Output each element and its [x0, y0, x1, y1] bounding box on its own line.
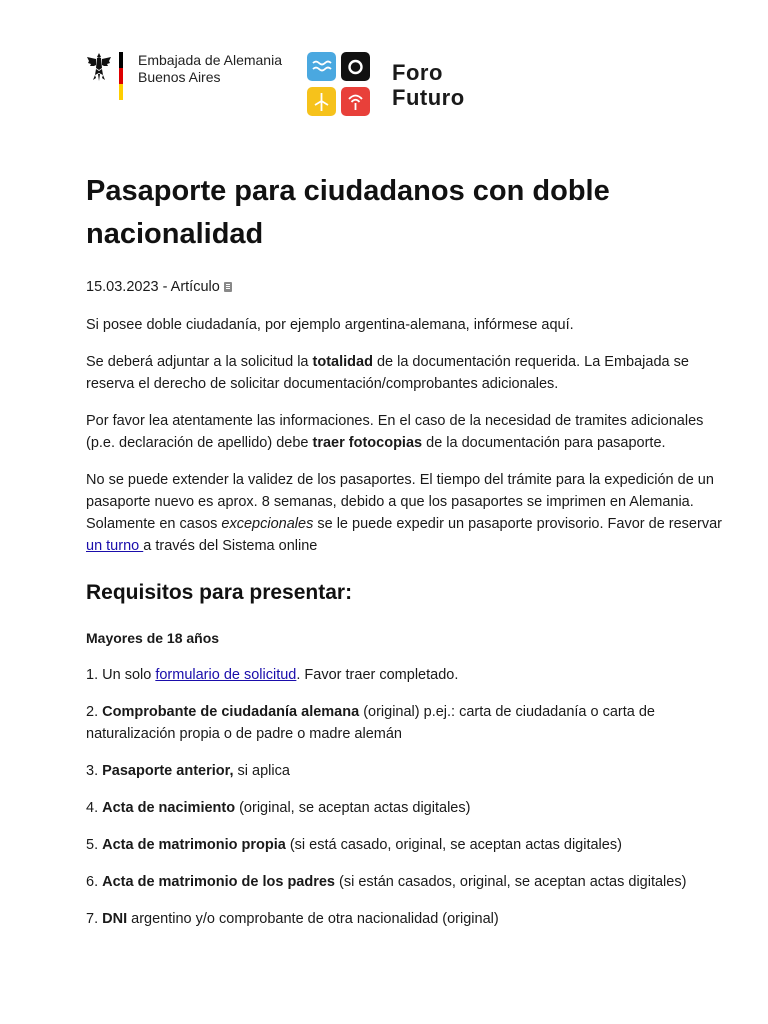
embassy-line-1: Embajada de Alemania — [138, 52, 282, 68]
requirements-heading: Requisitos para presentar: — [86, 581, 353, 604]
text: de la documentación para pasaporte. — [422, 435, 666, 451]
page-header — [86, 50, 768, 120]
text: Un solo — [102, 667, 156, 683]
text: (original, se aceptan actas digitales) — [235, 800, 471, 816]
bold-text: Acta de matrimonio de los padres — [102, 874, 335, 890]
requirement-item — [86, 797, 726, 819]
wave-tile-icon — [307, 52, 336, 81]
bold-text: Acta de nacimiento — [102, 800, 236, 816]
article-meta — [86, 276, 726, 298]
text: si aplica — [233, 763, 290, 779]
text: a través del Sistema online — [143, 538, 318, 554]
logo-line-1: Foro — [392, 60, 443, 85]
requirement-item — [86, 908, 726, 930]
paragraph-2 — [86, 351, 726, 395]
text: Por favor lea atentamente las informaciones. En el caso de la necesidad de tramites adicionales (p.e. declaración de apellido) debe — [86, 413, 704, 451]
italic-text: excepcionales — [221, 516, 314, 532]
page-title: Pasaporte para ciudadanos con doble nacionalidad — [86, 175, 610, 250]
paragraph-4 — [86, 469, 726, 557]
item-number: 4. — [86, 800, 103, 816]
signal-tile-icon — [341, 87, 370, 116]
embassy-line-2: Buenos Aires — [138, 69, 221, 85]
text: (si están casados, original, se aceptan actas digitales) — [335, 874, 687, 890]
paragraph-3 — [86, 410, 726, 454]
bold-text: DNI — [102, 911, 128, 927]
requirement-item — [86, 871, 726, 893]
text: argentino y/o comprobante de otra nacionalidad (original) — [127, 911, 499, 927]
bold-text: Acta de matrimonio propia — [102, 837, 286, 853]
paragraph-1: Si posee doble ciudadanía, por ejemplo argentina-alemana, infórmese aquí. — [86, 317, 574, 333]
article-body — [86, 276, 726, 945]
item-number: 2. — [86, 704, 103, 720]
item-number: 3. — [86, 763, 103, 779]
text: (original) p.ej.: carta de ciudadanía o carta de naturalización propia o de padre o madre alemán — [86, 704, 655, 742]
requirement-item — [86, 664, 726, 686]
text: . Favor traer completado. — [296, 667, 459, 683]
item-number: 6. — [86, 874, 103, 890]
appointment-link[interactable]: un turno — [86, 538, 144, 554]
foro-futuro-wordmark — [392, 60, 465, 110]
requirement-item — [86, 701, 726, 745]
text: se le puede expedir un pasaporte provisorio. Favor de reservar — [313, 516, 722, 532]
text: de la documentación requerida. La Embajada se reserva el derecho de solicitar documentación/comprobantes adicionales. — [86, 354, 689, 392]
windmill-tile-icon — [307, 87, 336, 116]
bold-text: traer fotocopias — [312, 435, 423, 451]
age-group-label: Mayores de 18 años — [86, 630, 220, 646]
eagle-icon — [86, 52, 112, 82]
bold-text: totalidad — [312, 354, 373, 370]
requirement-item — [86, 760, 726, 782]
german-flag-bar — [119, 52, 123, 100]
application-form-link[interactable]: formulario de solicitud — [155, 667, 297, 683]
document-icon — [224, 282, 232, 292]
requirement-item — [86, 834, 726, 856]
text: Se deberá adjuntar a la solicitud la — [86, 354, 313, 370]
bold-text: Comprobante de ciudadanía alemana — [102, 704, 360, 720]
item-number: 1. — [86, 667, 103, 683]
embassy-name — [138, 52, 282, 86]
requirements-list — [86, 664, 726, 930]
article-date: 15.03.2023 - Artículo — [86, 279, 220, 295]
foro-futuro-logo-icon — [307, 52, 371, 116]
text: No se puede extender la validez de los pasaportes. El tiempo del trámite para la expedición de un pasaporte nuevo es aprox. 8 semanas, debido a que los pasaportes se imprimen en Alemania. Solamente en casos — [86, 472, 714, 532]
item-number: 5. — [86, 837, 103, 853]
text: (si está casado, original, se aceptan actas digitales) — [285, 837, 622, 853]
item-number: 7. — [86, 911, 103, 927]
logo-line-2: Futuro — [392, 85, 465, 110]
bold-text: Pasaporte anterior, — [102, 763, 234, 779]
circle-tile-icon — [341, 52, 370, 81]
